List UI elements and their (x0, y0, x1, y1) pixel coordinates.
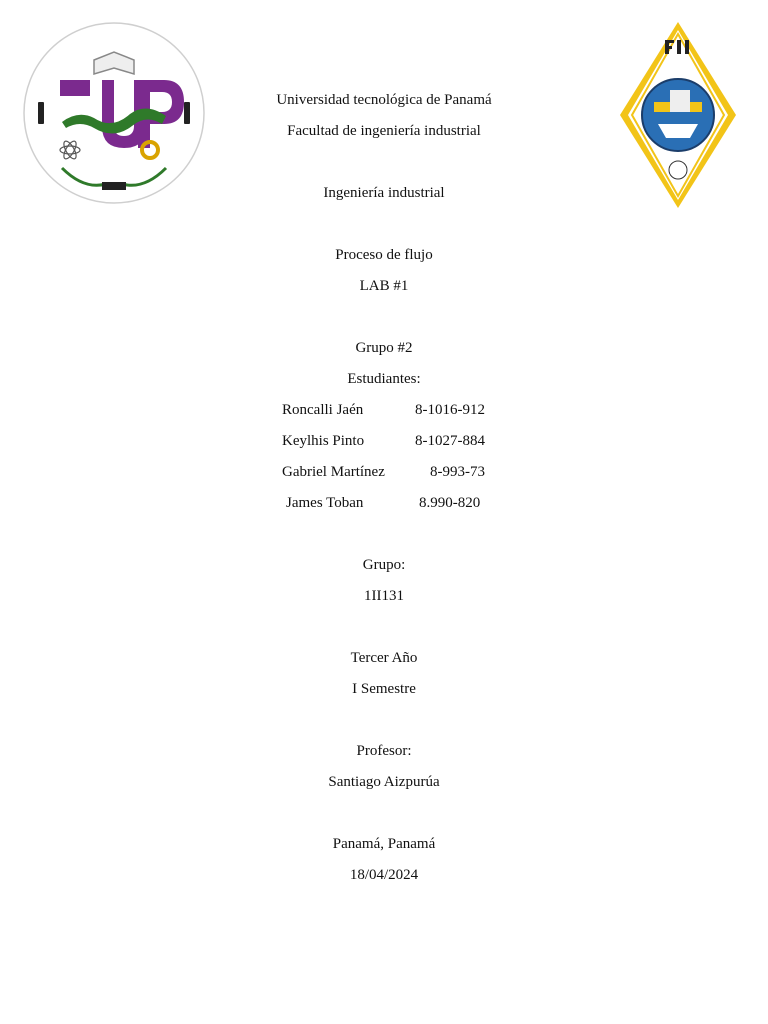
group-number: Grupo #2 (355, 340, 413, 356)
university-name: Universidad tecnológica de Panamá (276, 92, 492, 108)
section-label: Grupo: (362, 557, 406, 573)
lab-title: LAB #1 (359, 278, 409, 294)
students-label: Estudiantes: (347, 371, 421, 387)
student-name: James Toban (286, 495, 364, 511)
student-id: 8-1027-884 (415, 433, 485, 449)
utp-seal-icon (22, 18, 206, 208)
section-code: 1II131 (364, 588, 404, 604)
student-id: 8-1016-912 (415, 402, 485, 418)
student-id: 8-993-73 (430, 464, 485, 480)
academic-year: Tercer Año (350, 650, 418, 666)
location: Panamá, Panamá (332, 836, 436, 852)
subject-title: Proceso de flujo (335, 247, 433, 263)
date: 18/04/2024 (349, 867, 419, 883)
career-name: Ingeniería industrial (323, 185, 445, 201)
professor-name: Santiago Aizpurúa (328, 774, 440, 790)
student-name: Roncalli Jaén (282, 402, 364, 418)
student-name: Gabriel Martínez (282, 464, 385, 480)
semester: I Semestre (352, 681, 416, 697)
fii-emblem-icon (618, 20, 738, 210)
faculty-name: Facultad de ingeniería industrial (287, 123, 481, 139)
student-id: 8.990-820 (419, 495, 481, 511)
professor-label: Profesor: (356, 743, 412, 759)
student-name: Keylhis Pinto (282, 433, 365, 449)
